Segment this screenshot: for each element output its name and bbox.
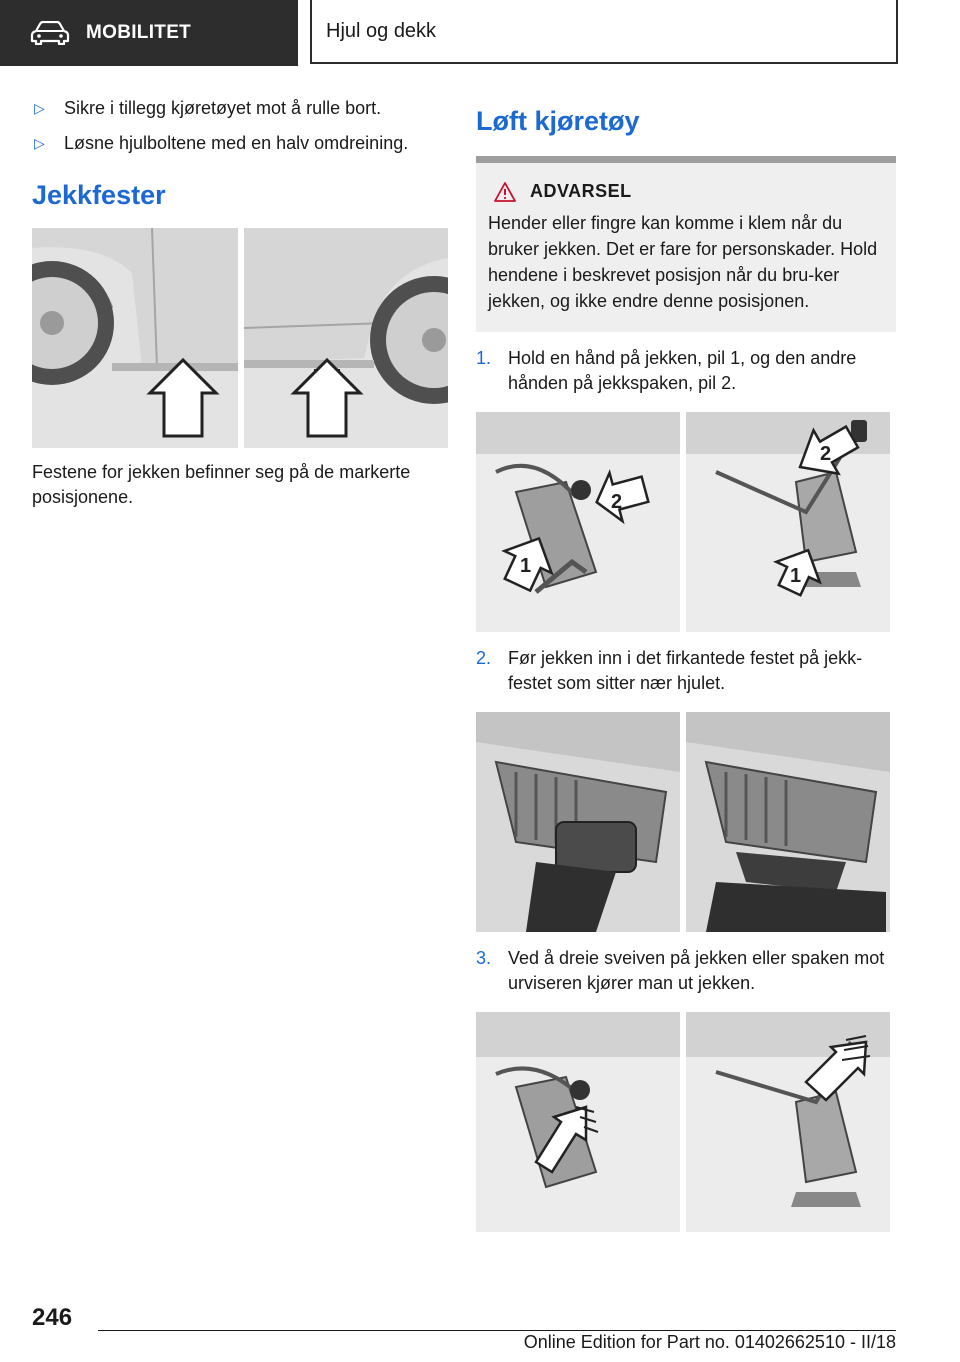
chapter-tab[interactable] (310, 0, 898, 64)
step-item (476, 646, 896, 696)
step-number: 3. (476, 948, 492, 968)
jack-socket-right-illustration (686, 712, 890, 932)
step-item (476, 946, 896, 996)
page-header (0, 0, 960, 66)
warning-box (476, 156, 896, 332)
figure-panel (476, 712, 680, 932)
car-side-front-illustration (32, 228, 238, 448)
page-footer (32, 1296, 896, 1352)
figure-caption: Festene for jekken befinner seg på de markerte posisjonene. (32, 462, 411, 507)
jack-crank-left-illustration (476, 1012, 680, 1232)
footer-divider (98, 1330, 896, 1331)
step-text: Ved å dreie sveiven på jekken eller spaken mot urviseren kjører man ut jekken. (508, 948, 885, 993)
figure-panel (686, 412, 890, 632)
step-item (476, 346, 896, 396)
warning-title: ADVARSEL (530, 181, 632, 201)
section-heading-jekkfester: Jekkfester (32, 180, 166, 210)
triangle-bullet-icon: ▷ (34, 100, 45, 116)
car-icon (30, 21, 70, 45)
car-side-rear-illustration (244, 228, 448, 448)
arrow-label-2: 2 (820, 443, 832, 465)
figure-panel (476, 412, 680, 632)
figure-panel (686, 1012, 890, 1232)
warning-body: Hender eller fingre kan komme i klem når du bruker jekken. Det er fare for personskader. Hold hendene i beskrevet posisjon når du bru-ker jekken, og ikke endre denne posisjonen. (488, 213, 878, 311)
figure-panel (686, 712, 890, 932)
left-column (32, 96, 448, 510)
arrow-label-1: 1 (520, 555, 532, 577)
figure-panel-front (32, 228, 238, 448)
bullet-item (32, 131, 448, 156)
warning-title-row (488, 181, 884, 202)
section-tab[interactable] (0, 0, 298, 66)
jack-crank-right-illustration (686, 1012, 890, 1232)
bullet-text: Sikre i tillegg kjøretøyet mot å rulle bort. (64, 98, 382, 118)
jack-socket-left-illustration (476, 712, 680, 932)
edition-text: Online Edition for Part no. 01402662510 - II/18 (523, 1332, 896, 1352)
triangle-bullet-icon: ▷ (34, 135, 45, 151)
jack-hand-positions-left-illustration (476, 412, 680, 632)
section-label: MOBILITET (86, 22, 192, 43)
step-1-figure (476, 412, 896, 632)
step-text: Før jekken inn i det firkantede festet på jekk-festet som sitter nær hjulet. (508, 648, 863, 693)
figure-panel-rear (244, 228, 448, 448)
bullet-text: Løsne hjulboltene med en halv omdreining. (64, 133, 409, 153)
jack-points-figure (32, 228, 448, 448)
step-number: 1. (476, 348, 492, 368)
step-text: Hold en hånd på jekken, pil 1, og den andre hånden på jekkspaken, pil 2. (508, 348, 857, 393)
right-column (476, 96, 896, 1232)
step-2-figure (476, 712, 896, 932)
chapter-label: Hjul og dekk (326, 19, 437, 42)
warning-triangle-icon (494, 182, 516, 202)
step-number: 2. (476, 648, 492, 668)
page-number: 246 (32, 1304, 73, 1331)
bullet-item (32, 96, 448, 121)
section-heading-loft-kjoretoy: Løft kjøretøy (476, 106, 640, 136)
step-3-figure (476, 1012, 896, 1232)
jack-hand-positions-right-illustration (686, 412, 890, 632)
arrow-label-1: 1 (790, 565, 802, 587)
arrow-label-2: 2 (611, 491, 623, 513)
figure-panel (476, 1012, 680, 1232)
